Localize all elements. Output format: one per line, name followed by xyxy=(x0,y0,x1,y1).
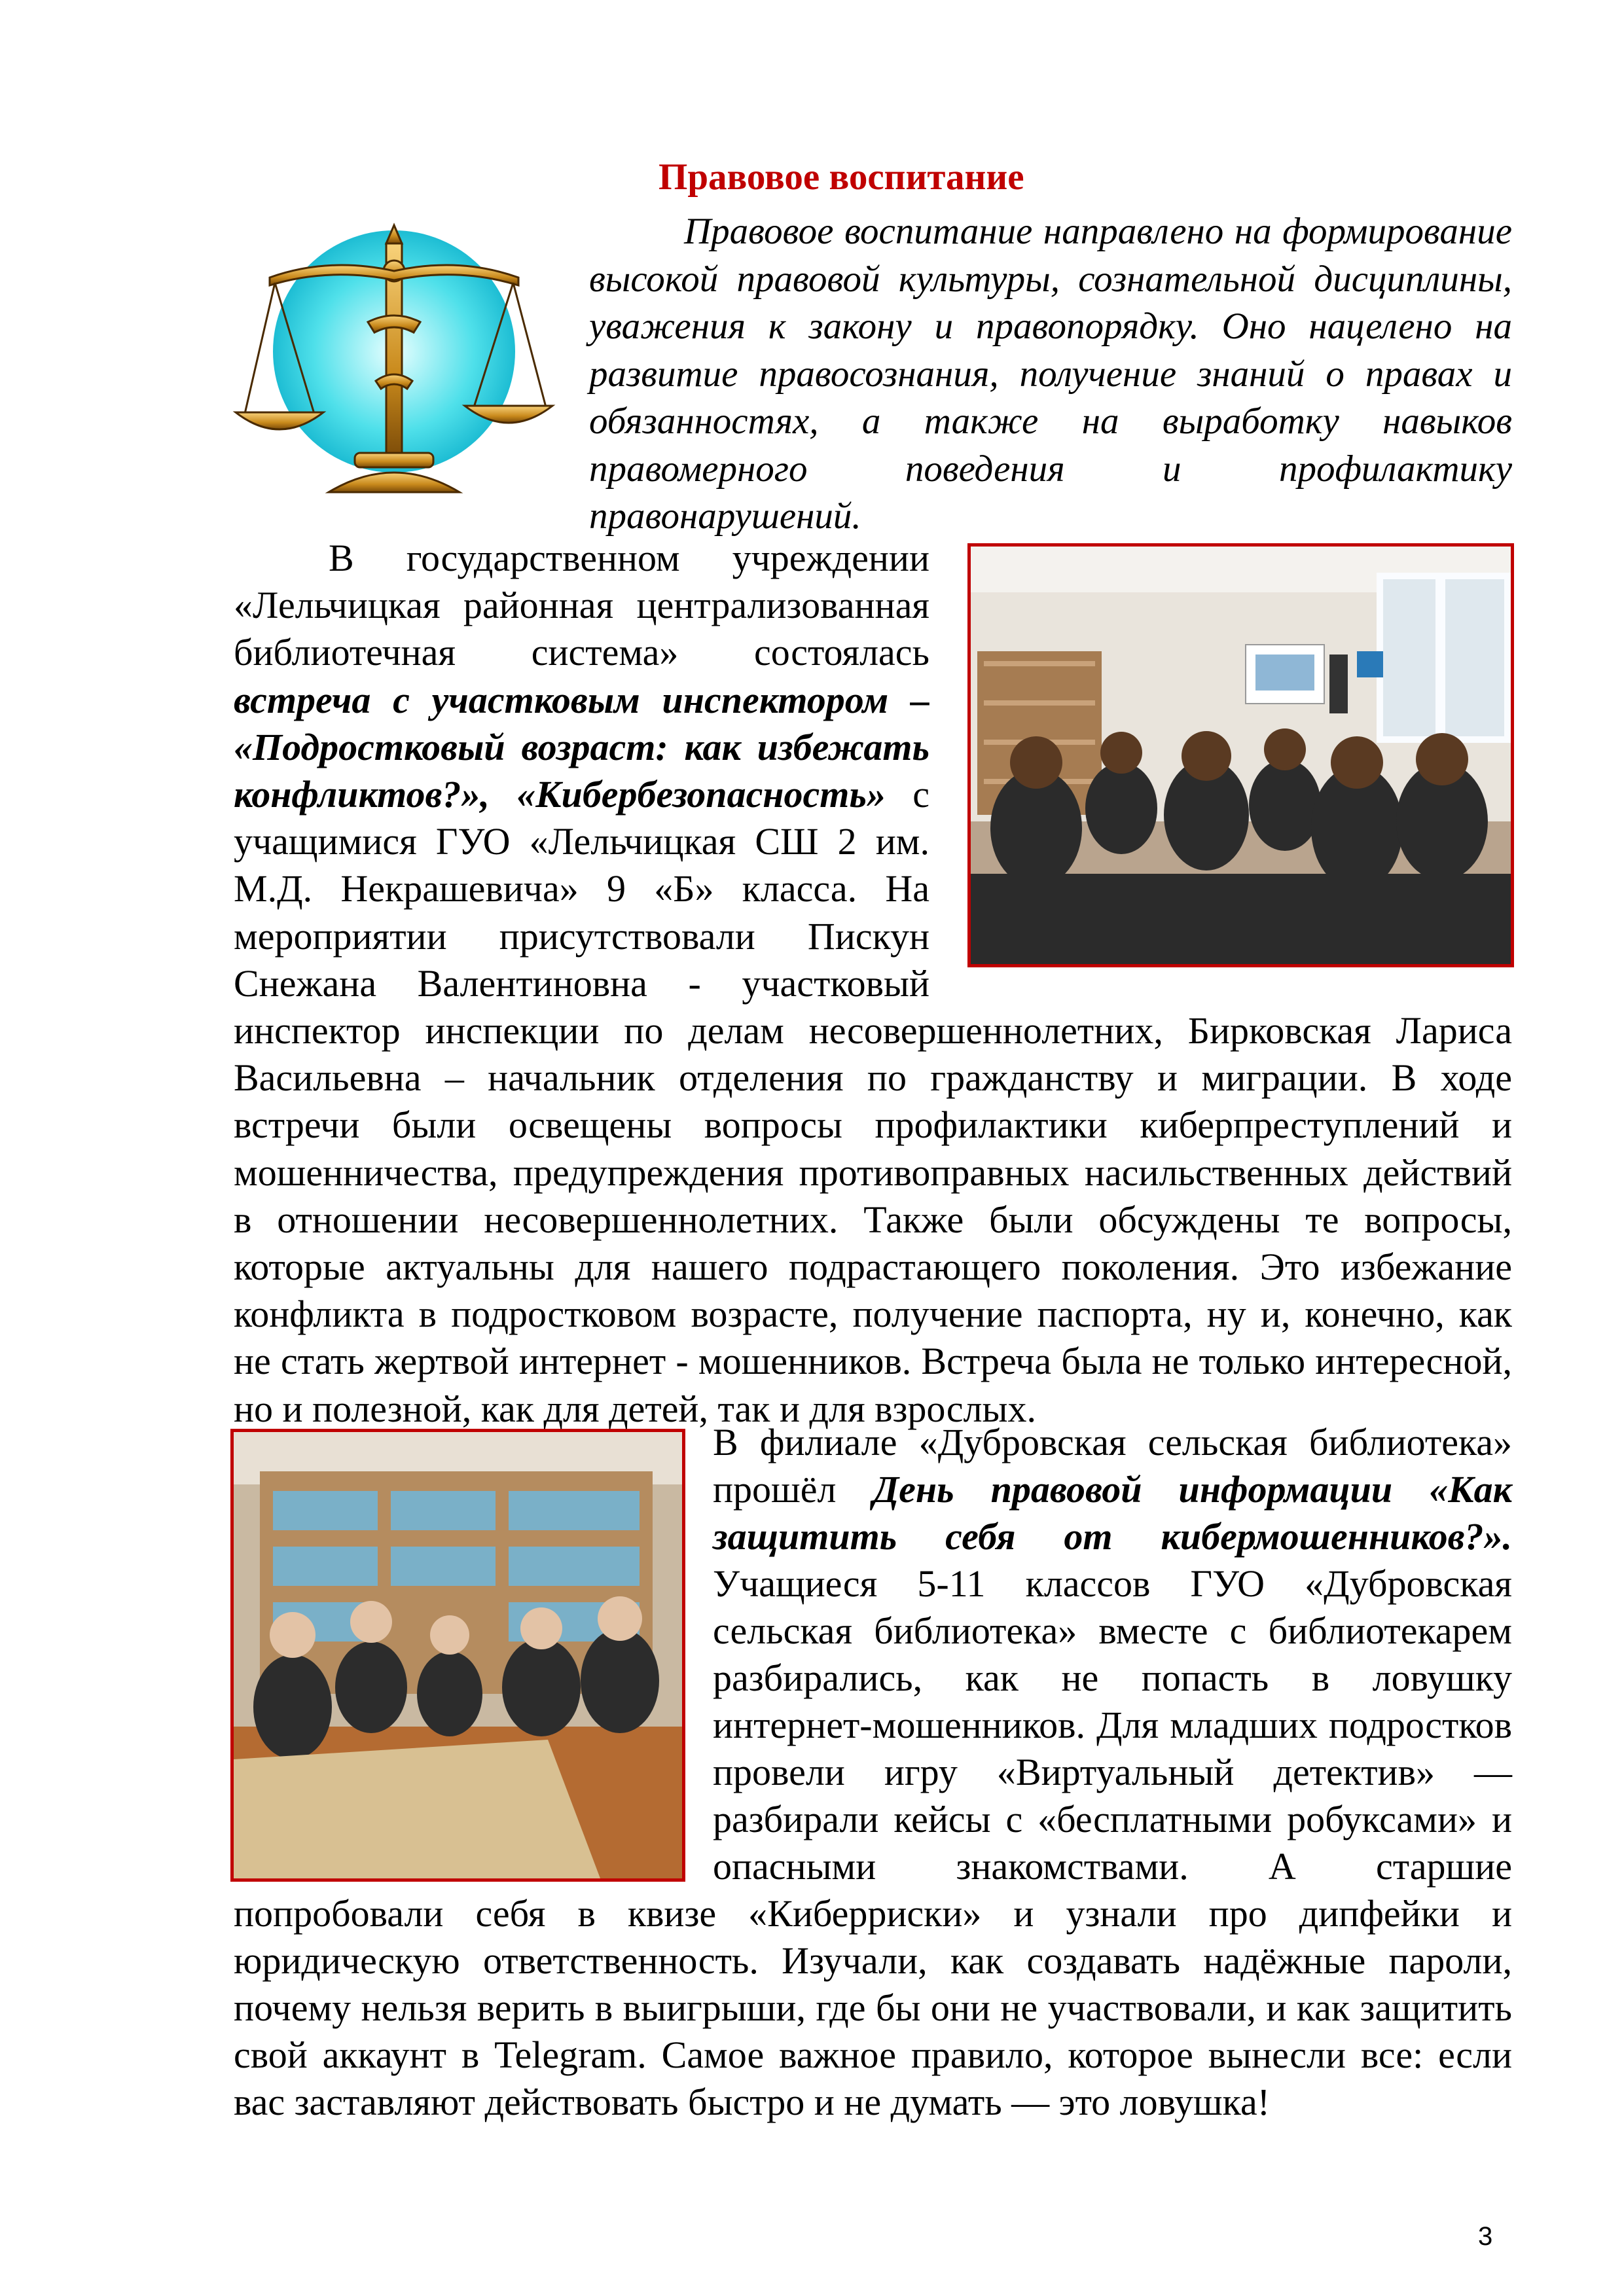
meeting-text-rest: с учащимися ГУО «Лельчицкая СШ 2 им. М.Д. Некрашевича» 9 «Б» класса. На мероприятии присутствовали Пискун Снежана Валентиновна - участковый инспектор инспекции по делам несовершеннолетних, Бирковская Лариса Васильевна – начальник отделения по гражданству и миграции. В ходе встречи были освещены вопросы профилактики киберпреступлений и мошенничества, предупреждения противоправных насильственных действий в отношении несовершеннолетних. Также были обсуждены те вопросы, которые актуальны для нашего подрастающего поколения. Это избежание конфликта в подростковом возрасте, получение паспорта, ну и, конечно, как не стать жертвой интернет - мошенников. Встреча была не только интересной, но и полезной, как для детей, так и для взрослых. xyxy=(234,773,1512,1430)
library-text-rest: Учащиеся 5-11 классов ГУО «Дубровская сельская библиотека» вместе с библиотекарем разбирались, как не попасть в ловушку интернет-мошенников. Для младших подростков провели игру «Виртуальный детектив» — разбирали кейсы с «бесплатными робуксами» и опасными знакомствами. А старшие попробовали себя в квизе «Киберриски» и узнали про дипфейки и юридическую ответственность. Изучали, как создавать надёжные пароли, почему нельзя верить в выигрыши, где бы они не участвовали, и как защитить свой аккаунт в Telegram. Самое важное правило, которое вынесли все: если вас заставляют действовать быстро и не думать — это ловушка! xyxy=(234,1562,1512,2123)
intro-paragraph: Правовое воспитание направлено на формирование высокой правовой культуры, сознательной дисциплины, уважения к закону и правопорядку. Оно нацелено на развитие правосознания, получение знаний о правах и обязанностях, а также на выработку навыков правомерного поведения и профилактику правонарушений. xyxy=(589,211,1512,537)
page-number: 3 xyxy=(1478,2222,1493,2251)
meeting-event-title: встреча с участковым инспектором – «Подростковый возраст: как избежать конфликтов?», «Кибербезопасность» xyxy=(234,678,929,816)
meeting-article xyxy=(234,535,1512,1433)
meeting-text-start: В государственном учреждении «Лельчицкая районная централизованная библиотечная система» состоялась xyxy=(234,537,929,674)
scales-of-justice-icon xyxy=(230,217,558,496)
library-event-title: День правовой информации «Как защитить себя от кибермошенников?». xyxy=(713,1468,1512,1558)
library-article xyxy=(234,1419,1512,2126)
library-text-start: В филиале «Дубровская сельская библиотека» прошёл xyxy=(713,1421,1512,1511)
page-title: Правовое воспитание xyxy=(659,156,1024,198)
